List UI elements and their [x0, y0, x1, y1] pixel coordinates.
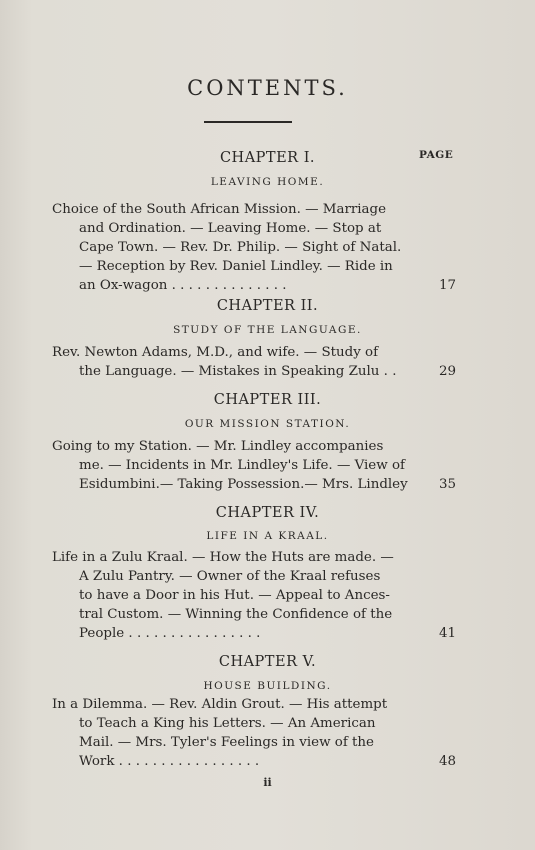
entry-line: Life in a Zulu Kraal. — How the Huts are made. — — [52, 550, 394, 565]
chapter-heading-4: CHAPTER IV. — [215, 505, 320, 521]
entry-last-line — [52, 276, 456, 295]
entry-line: Esidumbini.— Taking Possession.— Mrs. Lindley — [79, 477, 408, 492]
page-number: 41 — [438, 626, 456, 641]
chapter-subtitle-1: LEAVING HOME. — [210, 176, 325, 188]
entry-line: Choice of the South African Mission. — Marriage — [52, 202, 387, 217]
entry-line: — Reception by Rev. Daniel Lindley. — Ride in — [79, 259, 393, 274]
entry-line: Mail. — Mrs. Tyler's Feelings in view of the — [79, 735, 374, 750]
toc-entry-2 — [52, 343, 456, 381]
entry-last-line — [52, 362, 456, 381]
page-number: 29 — [438, 364, 456, 379]
entry-last-line — [52, 752, 456, 771]
title-rule — [204, 121, 292, 123]
chapter-heading-2: CHAPTER II. — [216, 298, 319, 314]
entry-line: Rev. Newton Adams, M.D., and wife. — Study of — [52, 345, 379, 360]
chapter-subtitle-2: STUDY OF THE LANGUAGE. — [173, 324, 362, 336]
page-title: CONTENTS. — [187, 76, 348, 100]
chapter-subtitle-4: LIFE IN A KRAAL. — [206, 530, 329, 542]
entry-last-line — [52, 624, 456, 643]
entry-line: the Language. — Mistakes in Speaking Zulu . . — [79, 364, 397, 379]
entry-line: A Zulu Pantry. — Owner of the Kraal refuses — [79, 569, 381, 584]
chapter-heading-5: CHAPTER V. — [218, 654, 317, 670]
entry-line: me. — Incidents in Mr. Lindley's Life. — View of — [79, 458, 405, 473]
entry-line: In a Dilemma. — Rev. Aldin Grout. — His attempt — [52, 697, 388, 712]
entry-line: People . . . . . . . . . . . . . . . . — [79, 626, 261, 641]
chapter-heading-3: CHAPTER III. — [213, 392, 322, 408]
page-folio: ii — [263, 776, 272, 789]
chapter-subtitle-3: OUR MISSION STATION. — [184, 418, 351, 430]
toc-entry-1 — [52, 200, 456, 295]
entry-line: Work . . . . . . . . . . . . . . . . . — [79, 754, 260, 769]
page-number: 17 — [438, 278, 456, 293]
entry-line: an Ox-wagon . . . . . . . . . . . . . . — [79, 278, 287, 293]
toc-entry-4 — [52, 548, 456, 643]
entry-line: tral Custom. — Winning the Confidence of the — [79, 607, 393, 622]
entry-line: Cape Town. — Rev. Dr. Philip. — Sight of Natal. — [79, 240, 402, 255]
entry-line: and Ordination. — Leaving Home. — Stop at — [79, 221, 382, 236]
entry-line: to have a Door in his Hut. — Appeal to Ances- — [79, 588, 390, 603]
page-number: 35 — [438, 477, 456, 492]
chapter-heading-1: CHAPTER I. — [219, 150, 316, 166]
entry-line: to Teach a King his Letters. — An American — [79, 716, 376, 731]
page-column-heading: PAGE — [419, 149, 454, 161]
entry-line: Going to my Station. — Mr. Lindley accompanies — [52, 439, 384, 454]
entry-last-line — [52, 475, 456, 494]
toc-entry-5 — [52, 695, 456, 771]
chapter-subtitle-5: HOUSE BUILDING. — [203, 680, 332, 692]
page-number: 48 — [438, 754, 456, 769]
toc-entry-3 — [52, 437, 456, 494]
